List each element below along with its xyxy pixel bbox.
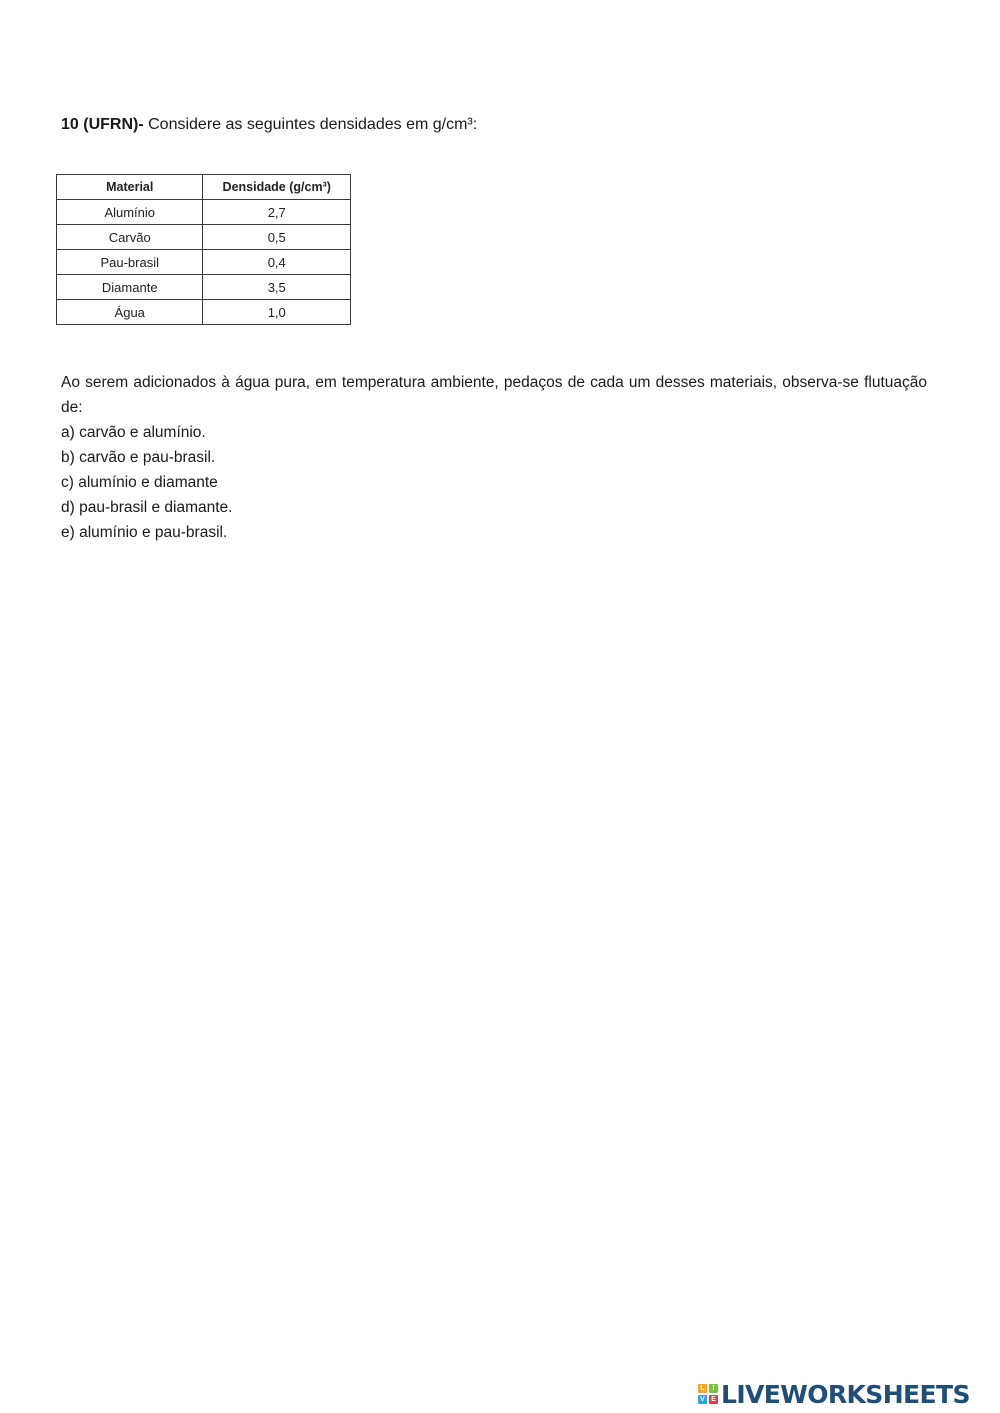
logo-square: E: [709, 1395, 718, 1404]
answer-options: [61, 420, 232, 545]
liveworksheets-logo: [698, 1379, 970, 1409]
table-row: [57, 300, 351, 325]
question-number: 10 (UFRN)-: [61, 116, 144, 133]
question-statement: Ao serem adicionados à água pura, em temperatura ambiente, pedaços de cada um desses materiais, observa-se flutuação de:: [61, 374, 927, 416]
table-row: [57, 250, 351, 275]
density-cell: 2,7: [203, 200, 351, 225]
material-cell: Carvão: [57, 225, 203, 250]
logo-mark-icon: [698, 1384, 718, 1404]
material-cell: Pau-brasil: [57, 250, 203, 275]
question-heading: [61, 115, 477, 135]
density-cell: 3,5: [203, 275, 351, 300]
table-row: [57, 275, 351, 300]
option-b: b) carvão e pau-brasil.: [61, 449, 216, 466]
option-a: a) carvão e alumínio.: [61, 424, 206, 441]
table-header-row: [57, 175, 351, 200]
question-prompt: Considere as seguintes densidades em g/cm³:: [148, 116, 478, 133]
option-c: c) alumínio e diamante: [61, 474, 218, 491]
logo-square: I: [709, 1384, 718, 1393]
logo-square: L: [698, 1384, 707, 1393]
header-density: Densidade (g/cm³): [203, 175, 351, 200]
logo-square: V: [698, 1395, 707, 1404]
option-d: d) pau-brasil e diamante.: [61, 499, 233, 516]
density-cell: 1,0: [203, 300, 351, 325]
table-row: [57, 200, 351, 225]
table-row: [57, 225, 351, 250]
material-cell: Água: [57, 300, 203, 325]
header-material: Material: [57, 175, 203, 200]
option-e: e) alumínio e pau-brasil.: [61, 524, 228, 541]
density-table: [56, 174, 351, 325]
density-cell: 0,5: [203, 225, 351, 250]
material-cell: Alumínio: [57, 200, 203, 225]
density-cell: 0,4: [203, 250, 351, 275]
material-cell: Diamante: [57, 275, 203, 300]
logo-text: LIVEWORKSHEETS: [721, 1379, 970, 1409]
